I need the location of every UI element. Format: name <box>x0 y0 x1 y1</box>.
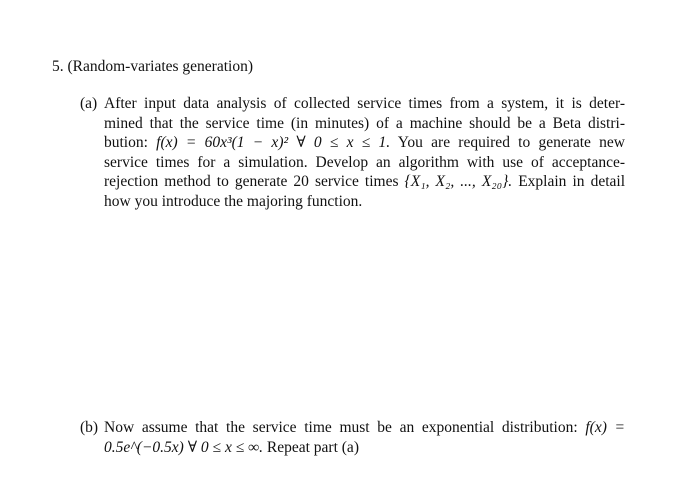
part-b-body <box>104 418 625 457</box>
problem-heading <box>52 57 253 77</box>
part-a-line-2: mined that the service time (in minutes) of a machine should be a Beta distri- <box>104 114 625 132</box>
part-b-line-2-post: Repeat part (a) <box>266 438 359 456</box>
problem-title: (Random-variates generation) <box>67 58 253 75</box>
service-times-set: {X₁, X₂, ..., X₂₀}. <box>404 173 513 190</box>
exponential-pdf-lhs: f(x) = <box>585 419 626 436</box>
part-a-line-3-pre: bution: <box>104 134 148 151</box>
part-a-line-5-post: Explain in detail <box>518 173 626 190</box>
part-a-line-5 <box>104 172 625 192</box>
part-a-body <box>104 94 625 211</box>
part-a <box>80 94 625 211</box>
exponential-pdf-rhs: 0.5e^(−0.5x) ∀ 0 ≤ x ≤ ∞. <box>104 438 264 456</box>
part-a-line-3 <box>104 133 625 153</box>
part-b-line-2 <box>104 438 625 458</box>
part-a-line-4: service times for a simulation. Develop an algorithm with use of acceptance- <box>104 153 625 171</box>
part-a-line-5-pre: rejection method to generate 20 service times <box>104 173 399 190</box>
part-b-label: (b) <box>80 419 99 436</box>
beta-pdf-formula: f(x) = 60x³(1 − x)² ∀ 0 ≤ x ≤ 1. <box>156 134 391 151</box>
part-a-line-3-post: You are required to generate new <box>397 134 625 151</box>
part-b-line-1 <box>104 418 625 438</box>
part-b <box>80 418 625 457</box>
problem-number: 5. <box>52 58 64 75</box>
part-a-line-6: how you introduce the majoring function. <box>104 192 363 210</box>
part-a-label: (a) <box>80 95 98 112</box>
part-b-line-1-pre: Now assume that the service time must be an exponential distribution: <box>104 419 578 436</box>
part-a-line-1: After input data analysis of collected service times from a system, it is deter- <box>104 95 625 112</box>
